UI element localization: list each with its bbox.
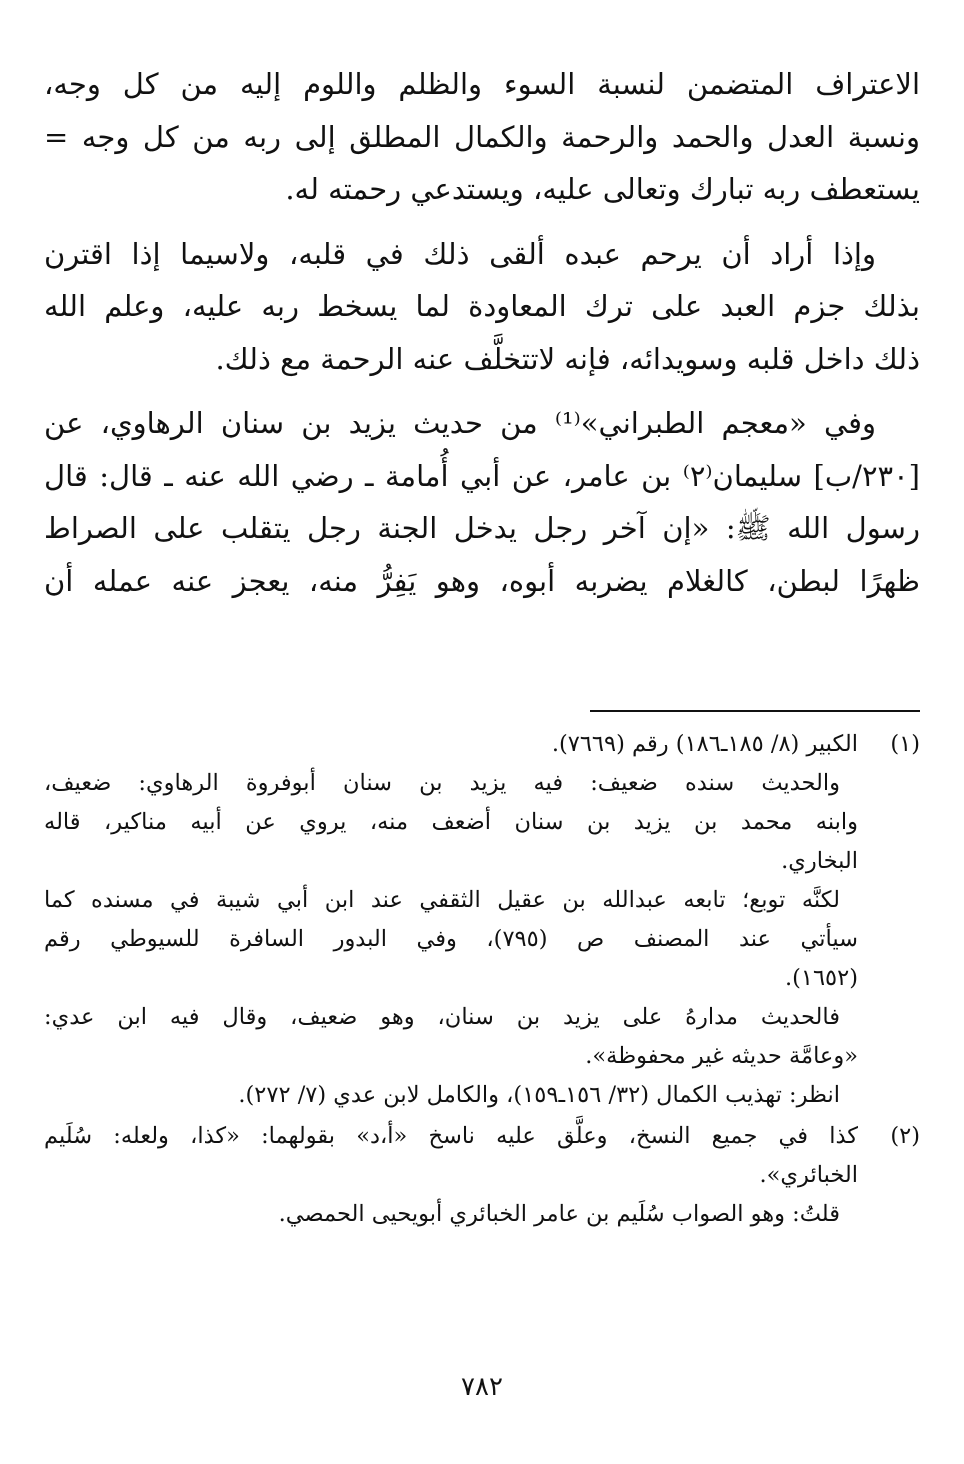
footnote-block <box>44 1117 920 1195</box>
footnote-line: لكنَّه توبع؛ تابعه عبدالله بن عقيل الثقفي عند ابن أبي شيبة في مسنده كما <box>44 887 840 913</box>
text-line: الاعتراف المتضمن لنسبة السوء والظلم واللوم إليه من كل وجه، <box>44 67 920 101</box>
text-line: وفي «معجم الطبراني»⁽¹⁾ من حديث يزيد بن سنان الرهاوي، عن <box>44 406 876 440</box>
footnote-line: انظر: تهذيب الكمال (٣٢/ ١٥٦ـ١٥٩)، والكامل لابن عدي (٧/ ٢٧٢). <box>238 1082 840 1108</box>
footnote-separator <box>590 710 920 712</box>
page-number: ٧٨٢ <box>461 1372 503 1402</box>
text-line: وإذا أراد أن يرحم عبده ألقى ذلك في قلبه، ولاسيما إذا اقترن <box>44 236 876 271</box>
footnote-line: كذا في جميع النسخ، وعلَّق عليه ناسخ «أ،د» بقولهما: «كذا، ولعله: سُلَيم <box>44 1123 858 1149</box>
footnote-block <box>44 1195 920 1234</box>
footnote-block <box>44 881 920 998</box>
footnote-block <box>44 998 920 1076</box>
footnote-line: والحديث سنده ضعيف: فيه يزيد بن سنان أبوفروة الرهاوي: ضعيف، <box>44 770 840 796</box>
footnote-line: قلتُ: وهو الصواب سُلَيم بن عامر الخبائري أبويحيى الحمصي. <box>278 1201 840 1227</box>
footnote-2 <box>44 1117 920 1234</box>
text-line: ذلك داخل قلبه وسويدائه، فإنه لاتتخلَّف عنه الرحمة مع ذلك. <box>215 341 920 376</box>
footnote-line: (١٦٥٢). <box>784 965 858 991</box>
footnote-line: البخاري. <box>781 848 858 874</box>
footnote-number: (٢) <box>890 1123 920 1149</box>
footnote-line: «وعامَّة حديثه غير محفوظة». <box>585 1043 858 1069</box>
footnote-line: سيأتي عند المصنف ص (٧٩٥)، وفي البدور السافرة للسيوطي رقم <box>44 926 858 952</box>
footnote-line: وابنه محمد بن يزيد بن سنان أضعف منه، يروي عن أبيه مناكير، قاله <box>44 809 858 835</box>
footnote-block <box>44 764 920 881</box>
footnote-line: الخبائري». <box>759 1162 858 1188</box>
paragraph-3 <box>44 397 920 607</box>
text-line: رسول الله ﷺ: «إن آخر رجل يدخل الجنة رجل يتقلب على الصراط <box>44 511 920 545</box>
footnote-block <box>44 1076 920 1115</box>
footnote-line: الكبير (٨/ ١٨٥ـ١٨٦) رقم (٧٦٦٩). <box>551 731 858 757</box>
footnote-number: (١) <box>890 731 920 757</box>
paragraph-2 <box>44 228 920 386</box>
footnotes <box>44 725 920 1236</box>
paragraph-1 <box>44 58 920 216</box>
text-line: يستعطف ربه تبارك وتعالى عليه، ويستدعي رحمته له. <box>285 172 920 206</box>
footnote-1 <box>44 725 920 1115</box>
text-line: [٢٣٠/ب] سليمان⁽٢⁾ بن عامر، عن أبي أُمامة ـ رضي الله عنه ـ قال: قال <box>44 458 920 493</box>
footnote-block <box>44 725 920 764</box>
main-text <box>44 58 920 619</box>
footnote-line: فالحديث مدارهُ على يزيد بن سنان، وهو ضعيف، وقال فيه ابن عدي: <box>44 1004 840 1030</box>
text-line: ونسبة العدل والحمد والرحمة والكمال المطلق إلى ربه من كل وجه = <box>44 119 920 154</box>
text-line: ظهرًا لبطن، كالغلام يضربه أبوه، وهو يَفِرُّ منه، يعجز عنه عمله أن <box>44 563 920 598</box>
text-line: بذلك جزم العبد على ترك المعاودة لما يسخط ربه عليه، وعلم الله <box>44 289 920 323</box>
